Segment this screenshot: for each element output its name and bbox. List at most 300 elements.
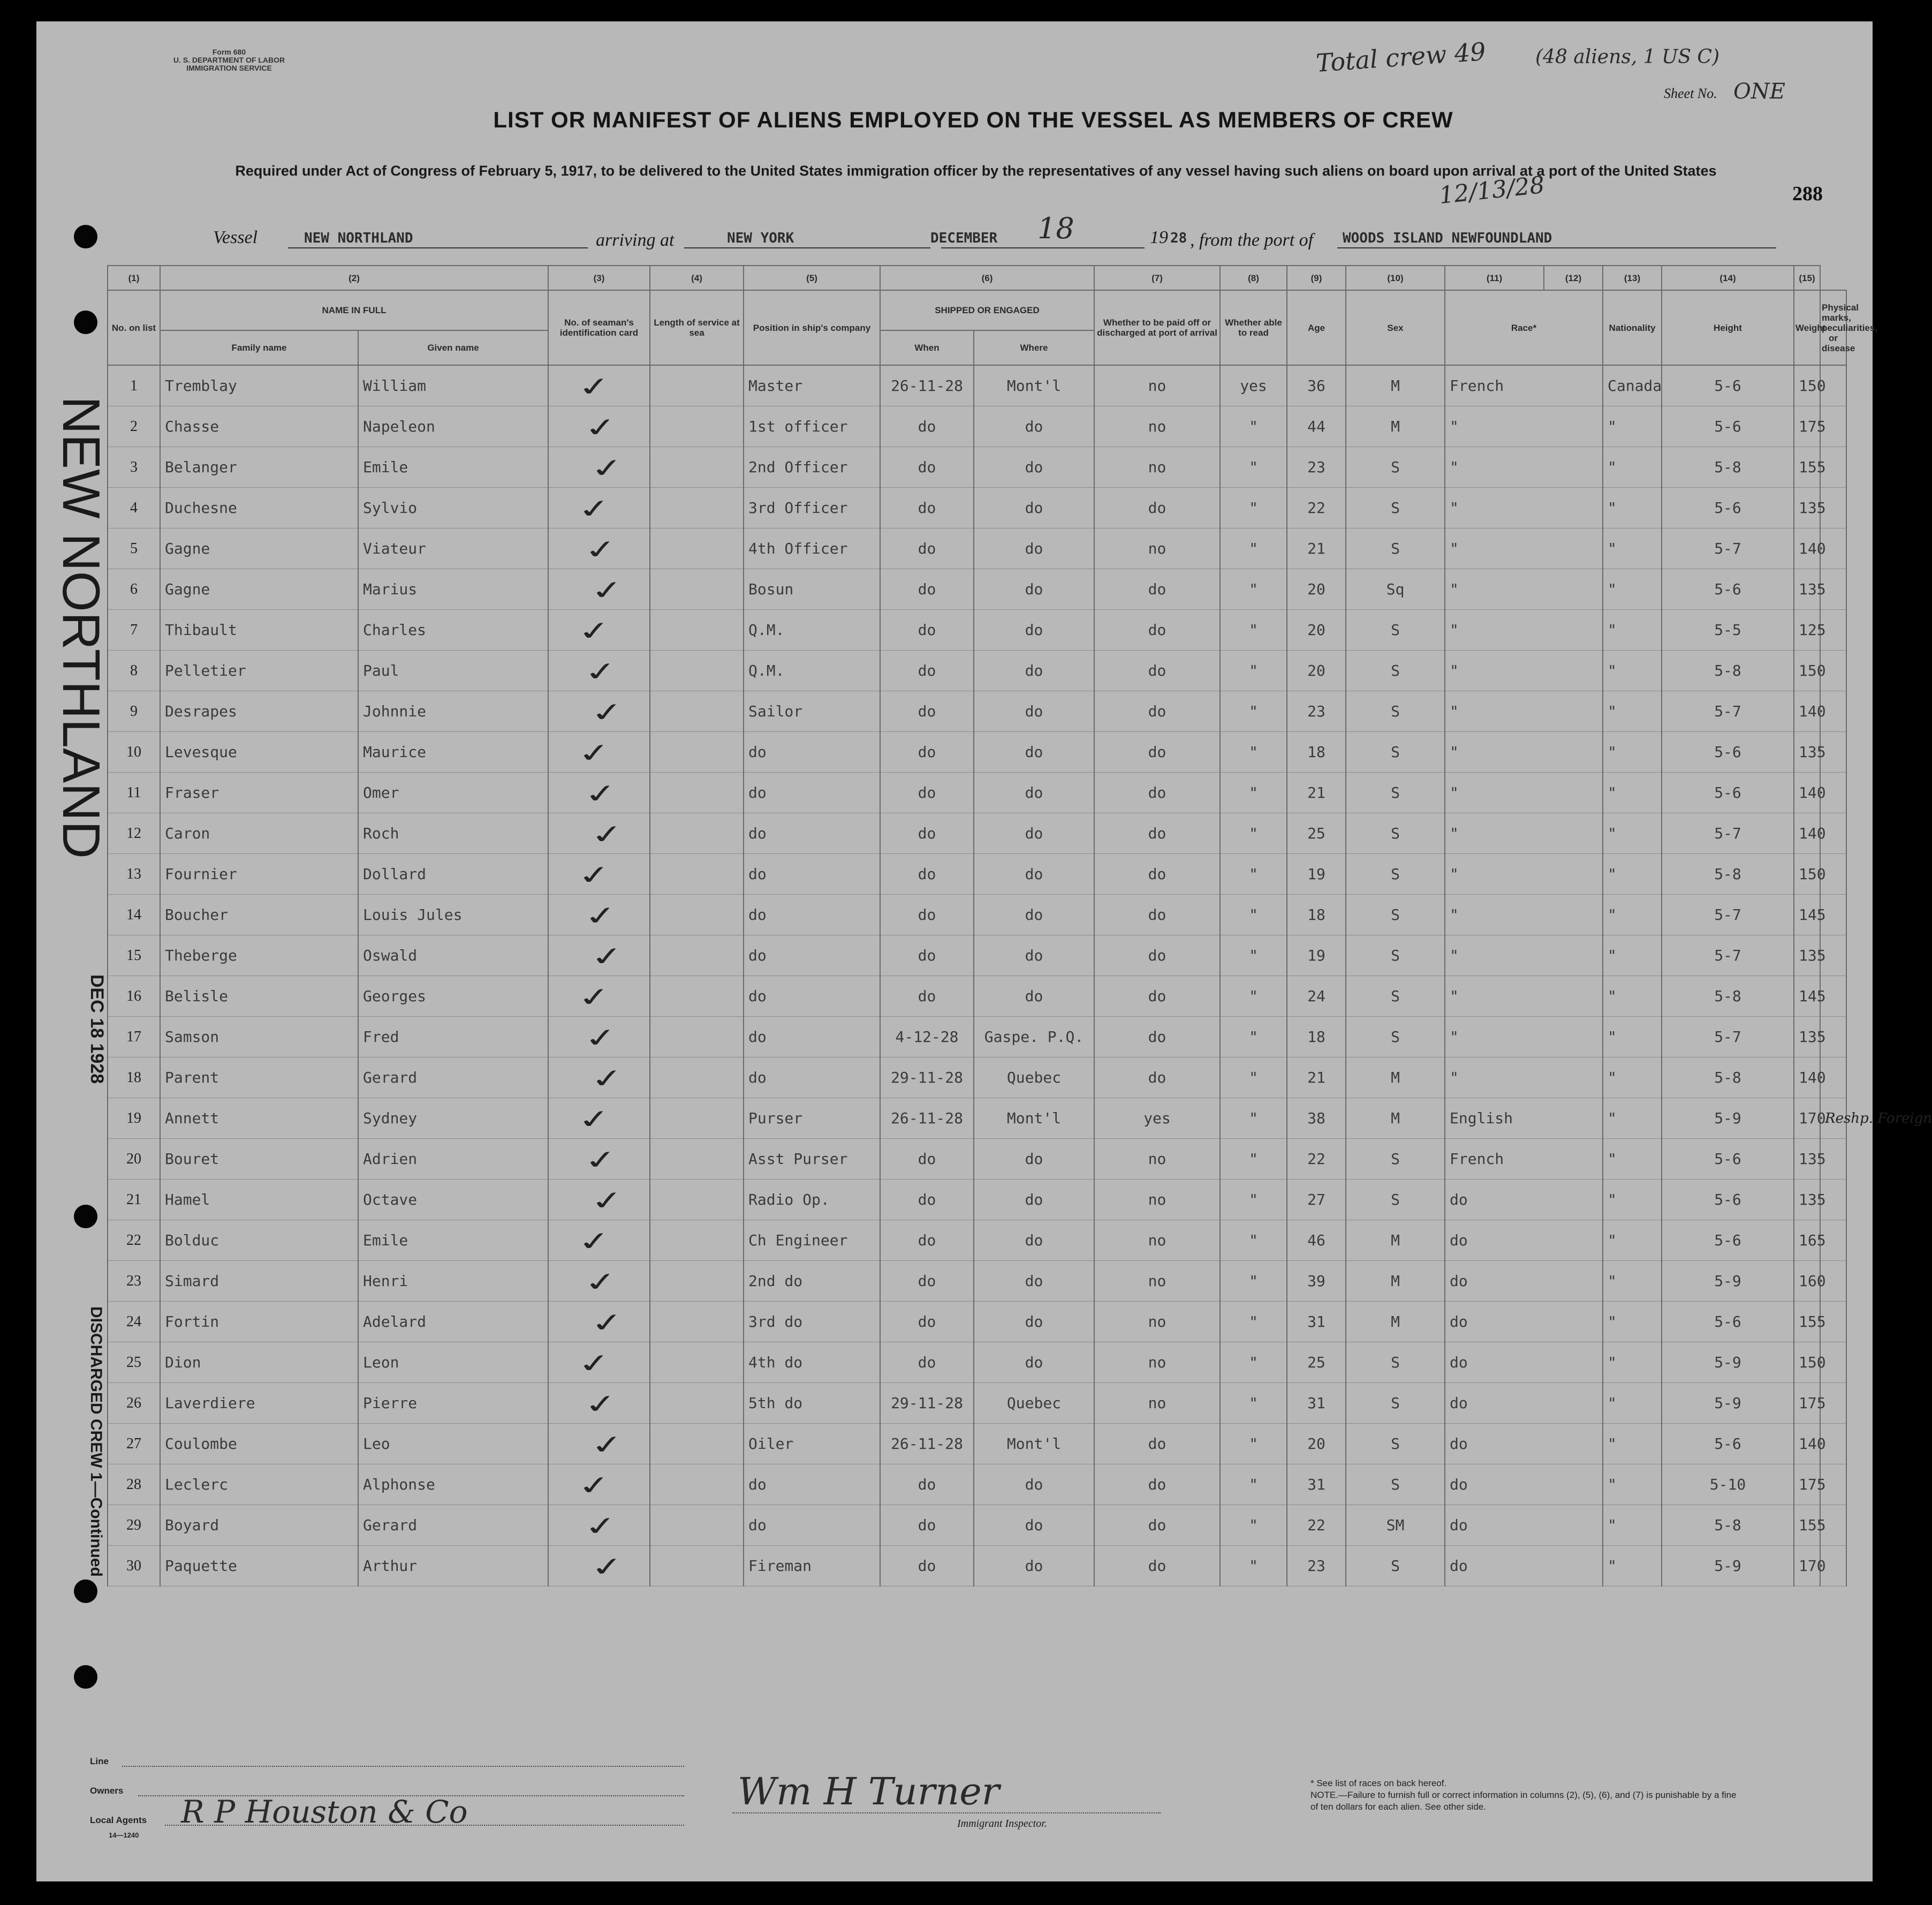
arrival-year: 28: [1170, 230, 1187, 246]
checkmark-icon: ✓: [582, 1507, 618, 1543]
cell-height: 5-9: [1662, 1098, 1794, 1139]
cell-where: Gaspe. P.Q.: [974, 1017, 1094, 1057]
col-marks: Physical marks, peculiarities, or disease: [1820, 290, 1846, 365]
cell-given: Maurice: [358, 732, 548, 773]
cell-weight: 135: [1794, 732, 1820, 773]
cell-where: do: [974, 569, 1094, 610]
cell-read: ": [1220, 813, 1287, 854]
cell-read: yes: [1220, 365, 1287, 406]
cell-race: do: [1445, 1505, 1603, 1546]
form-code: 14—1240: [109, 1831, 139, 1839]
cell-when: do: [880, 773, 974, 813]
cell-race: French: [1445, 365, 1603, 406]
binder-hole: [74, 1579, 97, 1603]
cell-given: Alphonse: [358, 1464, 548, 1505]
cell-when: do: [880, 610, 974, 651]
cell-no: 19: [108, 1098, 160, 1139]
cell-position: 4th Officer: [744, 528, 880, 569]
cell-no: 15: [108, 935, 160, 976]
cell-weight: 135: [1794, 1017, 1820, 1057]
col-num-10: (10): [1346, 266, 1445, 290]
inspector-caption: Immigrant Inspector.: [957, 1818, 1047, 1830]
cell-position: Purser: [744, 1098, 880, 1139]
col-family-name: Family name: [160, 330, 358, 365]
cell-when: do: [880, 528, 974, 569]
cell-read: ": [1220, 447, 1287, 488]
cell-family: Annett: [160, 1098, 358, 1139]
cell-given: Leon: [358, 1342, 548, 1383]
cell-height: 5-7: [1662, 895, 1794, 935]
cell-no: 8: [108, 651, 160, 691]
cell-read: ": [1220, 1017, 1287, 1057]
cell-age: 22: [1287, 488, 1346, 528]
cell-sex: S: [1346, 1017, 1445, 1057]
col-name-in-full: NAME IN FULL: [160, 290, 548, 330]
cell-where: do: [974, 447, 1094, 488]
cell-nat: ": [1603, 813, 1662, 854]
table-row: [108, 488, 1846, 528]
cell-card: [548, 488, 650, 528]
cell-where: Mont'l: [974, 1098, 1094, 1139]
cell-no: 25: [108, 1342, 160, 1383]
checkmark-icon: ✓: [582, 653, 618, 689]
cell-length: [650, 488, 744, 528]
cell-no: 3: [108, 447, 160, 488]
checkmark-icon: ✓: [589, 1426, 625, 1462]
cell-position: Oiler: [744, 1424, 880, 1464]
date-note: 12/13/28: [1437, 171, 1546, 210]
cell-nat: ": [1603, 773, 1662, 813]
col-able-read: Whether able to read: [1220, 290, 1287, 365]
cell-length: [650, 1098, 744, 1139]
cell-sex: S: [1346, 691, 1445, 732]
cell-height: 5-8: [1662, 1505, 1794, 1546]
table-row: [108, 1302, 1846, 1342]
cell-when: do: [880, 1302, 974, 1342]
table-row: [108, 365, 1846, 406]
cell-position: Q.M.: [744, 651, 880, 691]
cell-family: Duchesne: [160, 488, 358, 528]
cell-paid: do: [1094, 935, 1220, 976]
cell-height: 5-6: [1662, 1302, 1794, 1342]
cell-given: Pierre: [358, 1383, 548, 1424]
cell-no: 13: [108, 854, 160, 895]
col-age: Age: [1287, 290, 1346, 365]
table-row: [108, 1424, 1846, 1464]
cell-sex: S: [1346, 773, 1445, 813]
cell-when: 26-11-28: [880, 1424, 974, 1464]
cell-read: ": [1220, 691, 1287, 732]
cell-age: 36: [1287, 365, 1346, 406]
cell-position: do: [744, 935, 880, 976]
cell-race: ": [1445, 935, 1603, 976]
cell-no: 2: [108, 406, 160, 447]
table-row: [108, 854, 1846, 895]
cell-sex: M: [1346, 1302, 1445, 1342]
col-when: When: [880, 330, 974, 365]
cell-race: do: [1445, 1546, 1603, 1586]
cell-where: do: [974, 528, 1094, 569]
cell-given: Charles: [358, 610, 548, 651]
cell-position: do: [744, 1464, 880, 1505]
cell-given: William: [358, 365, 548, 406]
cell-age: 21: [1287, 1057, 1346, 1098]
arrival-port: NEW YORK: [727, 230, 794, 246]
cell-height: 5-7: [1662, 813, 1794, 854]
checkmark-icon: ✓: [582, 531, 618, 566]
cell-length: [650, 1342, 744, 1383]
cell-age: 25: [1287, 1342, 1346, 1383]
cell-paid: do: [1094, 1464, 1220, 1505]
cell-given: Emile: [358, 447, 548, 488]
crew-breakdown-note: (48 aliens, 1 US C): [1535, 46, 1720, 68]
cell-when: do: [880, 1546, 974, 1586]
cell-no: 26: [108, 1383, 160, 1424]
cell-length: [650, 895, 744, 935]
form-service: IMMIGRATION SERVICE: [186, 64, 272, 72]
cell-height: 5-6: [1662, 406, 1794, 447]
cell-when: 26-11-28: [880, 1098, 974, 1139]
cell-paid: no: [1094, 447, 1220, 488]
from-underline: [1337, 247, 1776, 248]
checkmark-icon: ✓: [582, 409, 618, 444]
cell-age: 18: [1287, 895, 1346, 935]
cell-card: [548, 976, 650, 1017]
cell-given: Octave: [358, 1180, 548, 1220]
cell-where: Mont'l: [974, 365, 1094, 406]
col-sex: Sex: [1346, 290, 1445, 365]
cell-race: ": [1445, 1057, 1603, 1098]
cell-weight: 160: [1794, 1261, 1820, 1302]
checkmark-icon: ✓: [582, 1141, 618, 1177]
arrival-day: 18: [1037, 211, 1074, 245]
checkmark-icon: ✓: [576, 1344, 612, 1380]
cell-paid: do: [1094, 1505, 1220, 1546]
cell-no: 10: [108, 732, 160, 773]
cell-no: 23: [108, 1261, 160, 1302]
vessel-name: NEW NORTHLAND: [304, 230, 413, 246]
cell-no: 29: [108, 1505, 160, 1546]
cell-no: 21: [108, 1180, 160, 1220]
cell-length: [650, 1017, 744, 1057]
cell-position: do: [744, 976, 880, 1017]
cell-height: 5-5: [1662, 610, 1794, 651]
cell-where: do: [974, 813, 1094, 854]
cell-position: do: [744, 773, 880, 813]
cell-height: 5-9: [1662, 1261, 1794, 1302]
cell-length: [650, 651, 744, 691]
cell-where: do: [974, 773, 1094, 813]
table-row: [108, 1057, 1846, 1098]
date-stamp: DEC 18 1928: [87, 974, 107, 1084]
cell-length: [650, 976, 744, 1017]
checkmark-icon: ✓: [576, 978, 612, 1014]
cell-read: ": [1220, 773, 1287, 813]
cell-given: Gerard: [358, 1057, 548, 1098]
cell-paid: no: [1094, 1220, 1220, 1261]
cell-family: Parent: [160, 1057, 358, 1098]
cell-read: ": [1220, 1505, 1287, 1546]
cell-read: ": [1220, 1342, 1287, 1383]
cell-when: do: [880, 406, 974, 447]
cell-family: Desrapes: [160, 691, 358, 732]
crew-total-note: Total crew 49: [1315, 36, 1487, 78]
cell-sex: S: [1346, 854, 1445, 895]
cell-no: 18: [108, 1057, 160, 1098]
checkmark-icon: ✓: [589, 449, 625, 485]
cell-age: 19: [1287, 854, 1346, 895]
cell-race: ": [1445, 447, 1603, 488]
cell-family: Bouret: [160, 1139, 358, 1180]
cell-height: 5-6: [1662, 1139, 1794, 1180]
from-port: WOODS ISLAND NEWFOUNDLAND: [1343, 230, 1552, 246]
cell-when: do: [880, 1180, 974, 1220]
col-weight: Weight: [1794, 290, 1820, 365]
cell-weight: 155: [1794, 1505, 1820, 1546]
cell-nat: ": [1603, 406, 1662, 447]
table-row: [108, 447, 1846, 488]
cell-given: Fred: [358, 1017, 548, 1057]
cell-given: Viateur: [358, 528, 548, 569]
col-num-12: (12): [1544, 266, 1603, 290]
cell-paid: do: [1094, 732, 1220, 773]
cell-card: [548, 569, 650, 610]
checkmark-icon: ✓: [582, 775, 618, 811]
cell-age: 20: [1287, 1424, 1346, 1464]
cell-when: do: [880, 1342, 974, 1383]
cell-paid: no: [1094, 365, 1220, 406]
cell-weight: 150: [1794, 365, 1820, 406]
cell-where: Mont'l: [974, 1424, 1094, 1464]
cell-read: ": [1220, 1139, 1287, 1180]
crew-manifest-table: [107, 265, 1932, 1586]
cell-when: do: [880, 651, 974, 691]
cell-position: 3rd Officer: [744, 488, 880, 528]
cell-no: 24: [108, 1302, 160, 1342]
sheet-label: Sheet No.: [1664, 86, 1717, 101]
cell-weight: 150: [1794, 651, 1820, 691]
cell-given: Gerard: [358, 1505, 548, 1546]
cell-where: do: [974, 1180, 1094, 1220]
cell-card: [548, 1383, 650, 1424]
cell-age: 24: [1287, 976, 1346, 1017]
cell-sex: S: [1346, 732, 1445, 773]
cell-nat: ": [1603, 569, 1662, 610]
cell-when: do: [880, 1139, 974, 1180]
cell-no: 30: [108, 1546, 160, 1586]
cell-when: do: [880, 854, 974, 895]
cell-card: [548, 651, 650, 691]
cell-card: [548, 1098, 650, 1139]
cell-nat: ": [1603, 895, 1662, 935]
cell-paid: no: [1094, 1342, 1220, 1383]
col-given-name: Given name: [358, 330, 548, 365]
table-row: [108, 1505, 1846, 1546]
cell-race: ": [1445, 1017, 1603, 1057]
cell-race: ": [1445, 854, 1603, 895]
cell-age: 23: [1287, 1546, 1346, 1586]
cell-when: do: [880, 813, 974, 854]
cell-nat: ": [1603, 1546, 1662, 1586]
cell-weight: 175: [1794, 406, 1820, 447]
cell-no: 1: [108, 365, 160, 406]
cell-when: do: [880, 569, 974, 610]
cell-weight: 150: [1794, 1342, 1820, 1383]
cell-read: ": [1220, 732, 1287, 773]
discharged-stamp: DISCHARGED CREW 1—Continued: [87, 1306, 105, 1577]
cell-where: do: [974, 895, 1094, 935]
cell-length: [650, 1220, 744, 1261]
cell-race: ": [1445, 732, 1603, 773]
cell-position: do: [744, 1017, 880, 1057]
cell-family: Bolduc: [160, 1220, 358, 1261]
cell-given: Louis Jules: [358, 895, 548, 935]
col-num-14: (14): [1662, 266, 1794, 290]
checkmark-icon: ✓: [576, 490, 612, 526]
cell-card: [548, 610, 650, 651]
cell-nat: Canada: [1603, 365, 1662, 406]
cell-given: Leo: [358, 1424, 548, 1464]
cell-when: do: [880, 976, 974, 1017]
cell-length: [650, 569, 744, 610]
cell-given: Sylvio: [358, 488, 548, 528]
cell-race: English: [1445, 1098, 1603, 1139]
cell-where: do: [974, 1220, 1094, 1261]
cell-sex: S: [1346, 488, 1445, 528]
cell-card: [548, 1505, 650, 1546]
cell-card: [548, 813, 650, 854]
cell-family: Leclerc: [160, 1464, 358, 1505]
cell-height: 5-8: [1662, 854, 1794, 895]
cell-sex: S: [1346, 1383, 1445, 1424]
cell-no: 9: [108, 691, 160, 732]
cell-read: ": [1220, 569, 1287, 610]
cell-paid: do: [1094, 1546, 1220, 1586]
cell-age: 27: [1287, 1180, 1346, 1220]
form-department: U. S. DEPARTMENT OF LABOR: [173, 56, 285, 64]
cell-position: 5th do: [744, 1383, 880, 1424]
cell-race: ": [1445, 569, 1603, 610]
cell-weight: 135: [1794, 1139, 1820, 1180]
cell-length: [650, 935, 744, 976]
cell-paid: do: [1094, 773, 1220, 813]
cell-length: [650, 854, 744, 895]
cell-read: ": [1220, 1424, 1287, 1464]
cell-height: 5-7: [1662, 528, 1794, 569]
cell-when: 29-11-28: [880, 1057, 974, 1098]
cell-family: Theberge: [160, 935, 358, 976]
cell-card: [548, 1464, 650, 1505]
cell-nat: ": [1603, 1505, 1662, 1546]
page-subtitle: Required under Act of Congress of February 5, 1917, to be delivered to the United States immigration officer by the representatives of any vessel having such aliens on board upon arrival at a port of the United States: [235, 163, 1717, 179]
cell-nat: ": [1603, 1342, 1662, 1383]
cell-sex: S: [1346, 1139, 1445, 1180]
cell-position: do: [744, 854, 880, 895]
cell-paid: do: [1094, 1017, 1220, 1057]
col-position: Position in ship's company: [744, 290, 880, 365]
cell-family: Simard: [160, 1261, 358, 1302]
col-num-9: (9): [1287, 266, 1346, 290]
checkmark-icon: ✓: [582, 1263, 618, 1299]
cell-race: ": [1445, 488, 1603, 528]
cell-length: [650, 365, 744, 406]
cell-paid: do: [1094, 610, 1220, 651]
cell-nat: ": [1603, 488, 1662, 528]
cell-sex: M: [1346, 365, 1445, 406]
cell-given: Sydney: [358, 1098, 548, 1139]
cell-height: 5-9: [1662, 1546, 1794, 1586]
cell-age: 46: [1287, 1220, 1346, 1261]
cell-read: ": [1220, 610, 1287, 651]
cell-nat: ": [1603, 935, 1662, 976]
col-num-11: (11): [1445, 266, 1544, 290]
col-num-2: (2): [160, 266, 548, 290]
cell-age: 31: [1287, 1383, 1346, 1424]
table-row: [108, 1383, 1846, 1424]
cell-paid: no: [1094, 1139, 1220, 1180]
cell-family: Boucher: [160, 895, 358, 935]
cell-given: Marius: [358, 569, 548, 610]
cell-position: Ch Engineer: [744, 1220, 880, 1261]
date-underline: [941, 247, 1145, 248]
cell-given: Johnnie: [358, 691, 548, 732]
line-label: Line: [90, 1756, 109, 1766]
cell-height: 5-7: [1662, 691, 1794, 732]
cell-height: 5-8: [1662, 651, 1794, 691]
cell-sex: M: [1346, 406, 1445, 447]
table-row: [108, 528, 1846, 569]
cell-age: 23: [1287, 691, 1346, 732]
table-row: [108, 1220, 1846, 1261]
cell-when: 4-12-28: [880, 1017, 974, 1057]
cell-no: 12: [108, 813, 160, 854]
cell-no: 20: [108, 1139, 160, 1180]
cell-family: Pelletier: [160, 651, 358, 691]
cell-paid: do: [1094, 651, 1220, 691]
cell-family: Paquette: [160, 1546, 358, 1586]
cell-weight: 155: [1794, 1302, 1820, 1342]
cell-position: Q.M.: [744, 610, 880, 651]
cell-nat: ": [1603, 447, 1662, 488]
cell-sex: S: [1346, 935, 1445, 976]
cell-when: do: [880, 1261, 974, 1302]
cell-given: Adrien: [358, 1139, 548, 1180]
cell-length: [650, 1302, 744, 1342]
cell-race: French: [1445, 1139, 1603, 1180]
cell-age: 38: [1287, 1098, 1346, 1139]
cell-no: 16: [108, 976, 160, 1017]
cell-card: [548, 528, 650, 569]
cell-family: Chasse: [160, 406, 358, 447]
cell-height: 5-6: [1662, 1424, 1794, 1464]
cell-age: 22: [1287, 1505, 1346, 1546]
cell-where: do: [974, 488, 1094, 528]
cell-given: Emile: [358, 1220, 548, 1261]
cell-height: 5-7: [1662, 1017, 1794, 1057]
cell-position: 2nd Officer: [744, 447, 880, 488]
col-num-4: (4): [650, 266, 744, 290]
cell-paid: do: [1094, 1424, 1220, 1464]
col-num-1: (1): [108, 266, 160, 290]
cell-paid: no: [1094, 1383, 1220, 1424]
cell-when: do: [880, 895, 974, 935]
cell-race: ": [1445, 528, 1603, 569]
cell-weight: 140: [1794, 1057, 1820, 1098]
cell-weight: 145: [1794, 895, 1820, 935]
cell-nat: ": [1603, 976, 1662, 1017]
cell-position: 3rd do: [744, 1302, 880, 1342]
cell-race: do: [1445, 1220, 1603, 1261]
